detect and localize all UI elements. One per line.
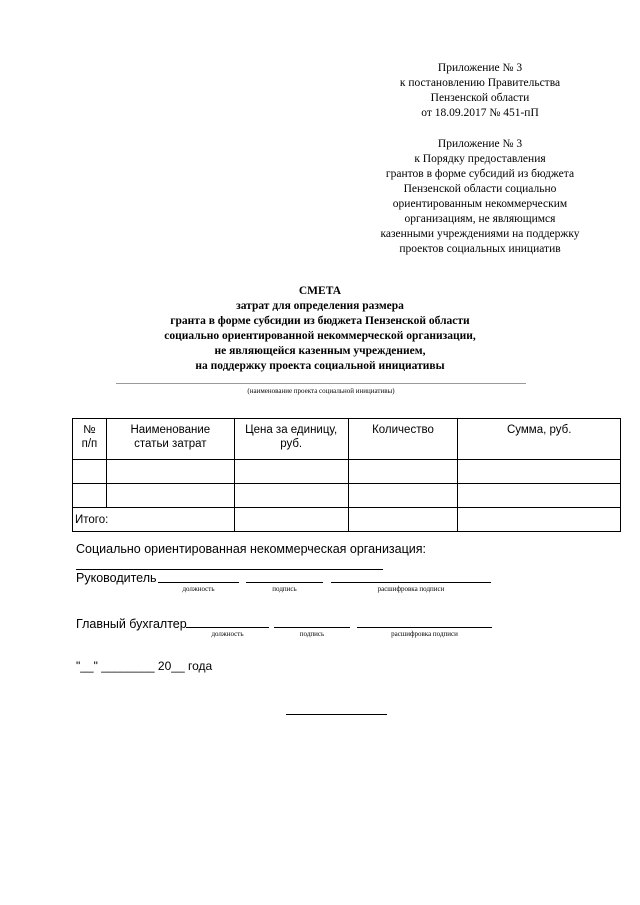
title-line: затрат для определения размера [236,300,404,312]
head-position-line[interactable] [158,582,239,583]
appendix-line: Пензенской области [430,92,530,104]
header-text: Сумма, руб. [506,424,572,436]
header-text: п/п [81,438,98,450]
appendix-to-procedure [352,137,608,257]
table-header-row [73,419,621,460]
table-cell[interactable] [348,484,458,508]
head-signature-line[interactable] [246,582,323,583]
project-name-line [116,383,526,384]
table-cell[interactable] [458,508,621,532]
appendix-line: от 18.09.2017 № 451-пП [421,107,539,119]
caption-decoding: расшифровка подписи [377,585,445,593]
header-number [73,419,107,460]
caption-decoding: расшифровка подписи [391,630,458,638]
header-text: статьи затрат [134,438,207,450]
total-label: Итого: [73,508,235,532]
organization-name-line[interactable] [76,569,383,570]
title-line: не являющейся казенным учреждением, [214,345,426,357]
accountant-label: Главный бухгалтер [76,617,187,631]
appendix-line: проектов социальных инициатив [399,243,561,255]
appendix-line: казенными учреждениями на поддержку [380,228,580,240]
appendix-line: к постановлению Правительства [399,77,561,89]
accountant-position-line[interactable] [186,627,269,628]
header-text: № [83,424,96,436]
table-cell[interactable] [348,508,458,532]
head-decoding-line[interactable] [331,582,491,583]
caption-signature: подпись [299,630,325,638]
accountant-signature-line[interactable] [274,627,350,628]
appendix-to-resolution [352,61,608,121]
title-line: на поддержку проекта социальной инициативы [195,360,445,372]
header-text: Наименование [130,424,211,436]
table-cell[interactable] [348,460,458,484]
header-text: Цена за единицу, [245,424,338,436]
closing-separator [286,714,387,715]
table-row [73,460,621,484]
appendix-line: грантов в форме субсидий из бюджета [385,168,575,180]
organization-label: Социально ориентированная некоммерческая организация: [76,542,426,556]
appendix-line: к Порядку предоставления [414,153,546,165]
caption-position: должность [182,585,215,593]
table-row [73,484,621,508]
appendix-line: Приложение № 3 [437,62,523,74]
table-cell[interactable] [73,460,107,484]
title-line: СМЕТА [298,285,342,297]
head-label: Руководитель [76,571,157,585]
header-sum [458,419,621,460]
table-cell[interactable] [106,484,234,508]
accountant-decoding-line[interactable] [357,627,492,628]
table-cell[interactable] [458,484,621,508]
project-name-caption: (наименование проекта социальной инициативы) [247,387,395,395]
title-line: гранта в форме субсидии из бюджета Пензенской области [170,315,470,327]
header-quantity [348,419,458,460]
title-line: социально ориентированной некоммерческой организации, [164,330,476,342]
appendix-line: организациям, не являющимся [404,213,556,225]
caption-position: должность [211,630,244,638]
header-unit-price [234,419,348,460]
appendix-line: ориентированным некоммерческим [392,198,568,210]
table-cell[interactable] [73,484,107,508]
budget-table [72,418,621,532]
date-line[interactable]: "__" ________ 20__ года [76,659,213,673]
table-cell[interactable] [234,460,348,484]
table-cell[interactable] [106,460,234,484]
caption-signature: подпись [272,585,297,593]
table-cell[interactable] [234,484,348,508]
header-item-name [106,419,234,460]
table-cell[interactable] [234,508,348,532]
header-text: Количество [372,424,434,436]
appendix-line: Пензенской области социально [403,183,557,195]
table-cell[interactable] [458,460,621,484]
appendix-line: Приложение № 3 [437,138,523,150]
table-total-row [73,508,621,532]
document-title [110,284,530,374]
header-text: руб. [280,438,303,450]
